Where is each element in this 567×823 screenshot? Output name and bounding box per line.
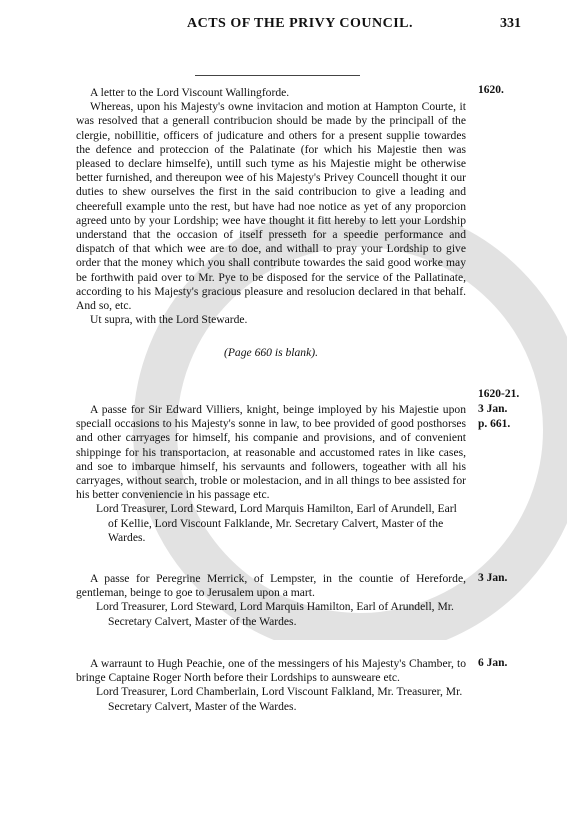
passe-merrick-body: A passe for Peregrine Merrick, of Lempster, in the countie of Hereforde, gentleman, beinge to goe to Jerusalem upon a mart. xyxy=(76,572,466,600)
passe-villiers-body: A passe for Sir Edward Villiers, knight, beinge imployed by his Majestie upon speciall occasions to his Majesty's sonne in law, to bee provided of good posthorses and other carryages for himself, his companie and provisions, and of convenient shippinge for his transportacion, at reasonable and accustomed rates in like cases, and soe to imbarque himself, his servaunts and followers, togeather with all his carryages, without search, troble or molestacion, and in all things to bee assisted for his better conveniencie in his passage etc. xyxy=(76,403,466,502)
letter-title: A letter to the Lord Viscount Wallingforde. xyxy=(90,86,290,99)
letter-entry xyxy=(76,86,466,327)
letter-signature: Ut supra, with the Lord Stewarde. xyxy=(90,313,248,327)
passe-villiers-signatories: Lord Treasurer, Lord Steward, Lord Marquis Hamilton, Earl of Arundell, Earl of Kellie, Lord Viscount Falklande, Mr. Secretary Calvert, Master of the Wardes. xyxy=(96,502,457,544)
margin-date-3-jan-2: 3 Jan. xyxy=(478,572,508,584)
page-number: 331 xyxy=(500,16,521,31)
passe-villiers-entry xyxy=(76,403,466,545)
passe-merrick-entry xyxy=(76,572,466,629)
warrant-entry xyxy=(76,657,466,714)
warrant-body: A warraunt to Hugh Peachie, one of the messingers of his Majesty's Chamber, to bringe Captaine Roger North before their Lordships to aunsweare etc. xyxy=(76,657,466,685)
margin-date-6-jan: 6 Jan. xyxy=(478,657,508,669)
running-header xyxy=(0,16,567,40)
warrant-signatories: Lord Treasurer, Lord Chamberlain, Lord Viscount Falkland, Mr. Treasurer, Mr. Secretary Calvert, Master of the Wardes. xyxy=(96,685,463,713)
margin-year-1620-21: 1620-21. xyxy=(478,388,520,400)
blank-page-note-block xyxy=(76,346,466,360)
page-header-title: ACTS OF THE PRIVY COUNCIL. xyxy=(186,16,413,31)
blank-page-note: (Page 660 is blank). xyxy=(223,346,319,359)
margin-year-1620: 1620. xyxy=(478,84,504,96)
passe-merrick-signatories: Lord Treasurer, Lord Steward, Lord Marquis Hamilton, Earl of Arundell, Mr. Secretary Calvert, Master of the Wardes. xyxy=(96,600,454,628)
margin-page-ref: p. 661. xyxy=(478,418,511,430)
letter-body: Whereas, upon his Majesty's owne invitacion and motion at Hampton Courte, it was resolved that a generall contribucion should be made by the principall of the clergie, nobillitie, officers of judicature and others for a present supplie towardes the defence and proteccion of the Palatinate (for which his Majestie then was pleased to declare himselfe), untill such tyme as his Majestie might be otherwise better furnished, and thereupon wee of his Majesty's Privey Councell thought it our duties to shew ourselves the first in the said contribucion to give a leading and cheerefull example unto the rest, but have had noe notice as yet of any proporcion agreed unto by your Lordship; wee have thought it fitt hereby to lett your Lordship understand that the occasion of itself presseth for a speedie performance and dispatch of that which wee are to doe, and withall to pray your Lordship to give order that the money which you shall contribute towardes the said good worke may be forthwith paid over to Mr. Pye to be disposed for the service of the Pallatinate, according to his Majesty's gracious pleasure and resolucion declared in that behalf. And so, etc. xyxy=(76,100,466,313)
margin-date-3-jan: 3 Jan. xyxy=(478,403,508,415)
header-rule xyxy=(195,75,360,76)
